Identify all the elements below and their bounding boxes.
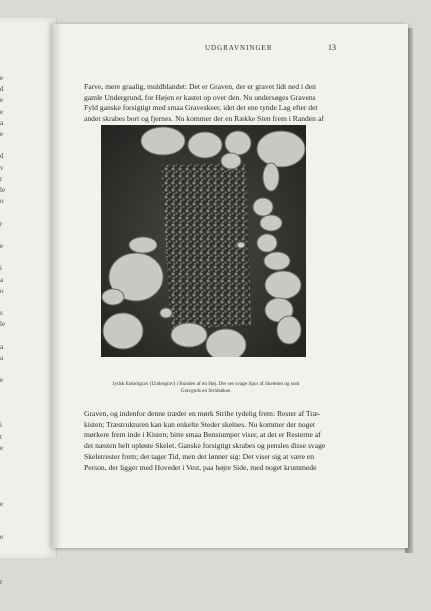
left-page-fragment (0, 140, 10, 151)
left-page-fragment: e (0, 533, 4, 542)
text-line: Person, der ligger med Hovedet i Vest, paa højre Side, med noget krummede (84, 462, 317, 472)
text-line: Skeletrester frem; det tager Tid, men det lønner sig: Det viser sig at være en (84, 451, 315, 461)
left-page-fragment: s (0, 309, 3, 318)
left-page-fragment: e (0, 96, 4, 105)
left-page-fragment (0, 521, 10, 532)
left-page-text-fragments (0, 73, 10, 611)
left-page-fragment: e (0, 74, 4, 82)
left-page-fragment: d (0, 85, 4, 94)
left-page-fragment: r (0, 219, 3, 228)
figure-caption (100, 381, 312, 395)
left-page-fragment (0, 465, 10, 476)
left-page-fragment (0, 566, 10, 577)
text-line: Farve, mere graalig, muldblandet: Det er Graven, der er gravet lidt ned i den (84, 82, 316, 91)
paragraph-bottom (84, 409, 336, 473)
left-page-fragment: o (0, 286, 4, 295)
left-page-fragment (0, 588, 10, 599)
left-page-fragment: e (0, 242, 4, 251)
left-page-fragment: i (0, 421, 2, 430)
left-page-fragment: i (0, 264, 2, 273)
text-line: gamle Undergrund, for Højen er kastet op over den. Nu undersøges Gravens (84, 92, 316, 102)
grave-photograph (101, 125, 306, 357)
running-head: UDGRAVNINGER (205, 44, 273, 52)
text-line: det næsten helt opløste Skelet. Ganske forsigtigt skrabes og pensles disse svage (84, 441, 326, 451)
text-line: andet skrabes bort og fjernes. Nu kommer der en Række Sten frem i Randen af (84, 114, 324, 124)
left-page-fragment: a (0, 354, 4, 363)
left-page-fragment: r (0, 578, 3, 587)
left-page-fragment (0, 454, 10, 465)
left-page-fragment: a (0, 118, 4, 127)
text-line: kisten; Træstrukturen kan kun enkelte Steder skelnes. Nu kommer der noget (84, 419, 315, 429)
left-page-fragment: e (0, 443, 4, 452)
left-page-fragment (0, 510, 10, 521)
text-line: mørkere frem inde i Kisten; bitte smaa Benstumper viser, at det er Resterne af (84, 430, 321, 440)
left-page-fragment: e (0, 107, 4, 116)
book-gutter (52, 24, 62, 548)
left-page-fragment: le (0, 186, 6, 195)
left-page-fragment: a (0, 342, 4, 351)
left-page-fragment (0, 555, 10, 566)
left-page-fragment (0, 488, 10, 499)
paragraph-top (84, 82, 336, 125)
left-page-fragment (0, 387, 10, 398)
page-number: 13 (328, 43, 336, 52)
text-line: Graven, og indenfor denne træder en mørk Stribe tydelig frem: Rester af Træ- (84, 409, 321, 418)
left-page-fragment: r (0, 174, 3, 183)
left-page-fragment (0, 331, 10, 342)
left-page-fragment: e (0, 499, 4, 508)
left-page-fragment (0, 207, 10, 218)
left-page-fragment (0, 600, 10, 611)
text-line: Fyld ganske forsigtigt med smaa Graveskeer, idet det ene tynde Lag efter det (84, 103, 318, 113)
left-page-fragment: e (0, 130, 4, 139)
left-page-fragment (0, 409, 10, 420)
left-page-fragment: v (0, 163, 4, 172)
left-page-fragment (0, 398, 10, 409)
left-page-fragment (0, 544, 10, 555)
left-page-fragment (0, 364, 10, 375)
left-page-fragment: t (0, 432, 2, 441)
left-page-fragment (0, 476, 10, 487)
left-page-fragment (0, 252, 10, 263)
caption-line: Jydsk Enkeltgrav (Undergrav) i Bunden af en Høj. Der ses svage Spor af Skelettet og som (112, 381, 300, 387)
left-page-fragment (0, 230, 10, 241)
left-page (0, 18, 57, 587)
left-page-fragment: le (0, 320, 6, 329)
left-page-fragment: e (0, 376, 4, 385)
left-page-fragment: d (0, 152, 4, 161)
left-page-fragment: a (0, 275, 4, 284)
stone-grave-image (101, 125, 306, 357)
caption-line: Gravgods en Stridsøkse. (180, 388, 232, 395)
left-page-fragment (0, 297, 10, 308)
left-page-fragment: o (0, 197, 4, 206)
